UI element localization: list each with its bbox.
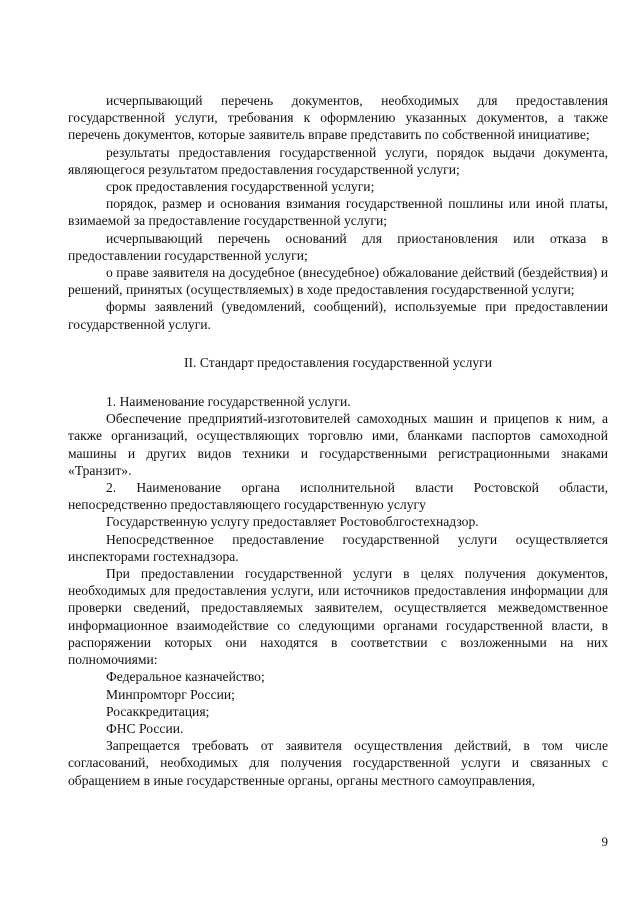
paragraph-term: срок предоставления государственной услуги; xyxy=(106,179,375,195)
paragraph-forms: формы заявлений (уведомлений, сообщений), используемые при предоставлении государственной услуги. xyxy=(68,299,608,332)
paragraph-service-name-title: 1. Наименование государственной услуги. xyxy=(106,394,351,410)
page-number: 9 xyxy=(601,834,608,849)
list-item-rosakkreditatsiya: Росаккредитация; xyxy=(106,703,210,719)
list-item-treasury: Федеральное казначейство; xyxy=(106,669,265,685)
paragraph-appeal-right: о праве заявителя на досудебное (внесудебное) обжалование действий (бездействия) и решений, принятых (осуществляемых) в ходе предоставления государственной услуги; xyxy=(68,265,608,298)
paragraph-authority: Государственную услугу предоставляет Ростовоблгостехнадзор. xyxy=(106,514,479,530)
paragraph-prohibition: Запрещается требовать от заявителя осуществления действий, в том числе согласований, необходимых для получения государственной услуги и связанных с обращением в иные государственные органы, органы местного самоуправления, xyxy=(68,738,608,788)
paragraph-service-name: Обеспечение предприятий-изготовителей самоходных машин и прицепов к ним, а также организаций, осуществляющих торговлю ими, бланками паспортов самоходной машины и других видов техники и государственными регистрационными знаками «Транзит». xyxy=(68,411,608,478)
paragraph-interaction: При предоставлении государственной услуги в целях получения документов, необходимых для предоставления услуги, или источников предоставления информации для проверки сведений, предоставляемых заявителем, осуществляется межведомственное информационное взаимодействие со следующими органами государственной власти, в распоряжении которых они находятся в соответствии с возложенными на них полномочиями: xyxy=(68,566,608,668)
list-item-minpromtorg: Минпромторг России; xyxy=(106,686,235,702)
paragraph-documents-list: исчерпывающий перечень документов, необходимых для предоставления государственной услуги, требования к оформлению указанных документов, а также перечень документов, которые заявитель вправе представить по собственной инициативе; xyxy=(68,93,608,143)
paragraph-fee: порядок, размер и основания взимания государственной пошлины или иной платы, взимаемой за предоставление государственной услуги; xyxy=(68,196,608,229)
paragraph-results: результаты предоставления государственной услуги, порядок выдачи документа, являющегося результатом предоставления государственной услуги; xyxy=(68,144,608,177)
section-heading: II. Стандарт предоставления государственной услуги xyxy=(183,354,492,370)
document-body xyxy=(68,92,608,789)
paragraph-authority-title: 2. Наименование органа исполнительной власти Ростовской области, непосредственно предоставляющего государственную услугу xyxy=(68,480,608,513)
list-item-fns: ФНС России. xyxy=(106,720,184,736)
paragraph-inspectors: Непосредственное предоставление государственной услуги осуществляется инспекторами гостехнадзора. xyxy=(68,531,608,564)
paragraph-grounds-refusal: исчерпывающий перечень оснований для приостановления или отказа в предоставлении государственной услуги; xyxy=(68,230,608,263)
